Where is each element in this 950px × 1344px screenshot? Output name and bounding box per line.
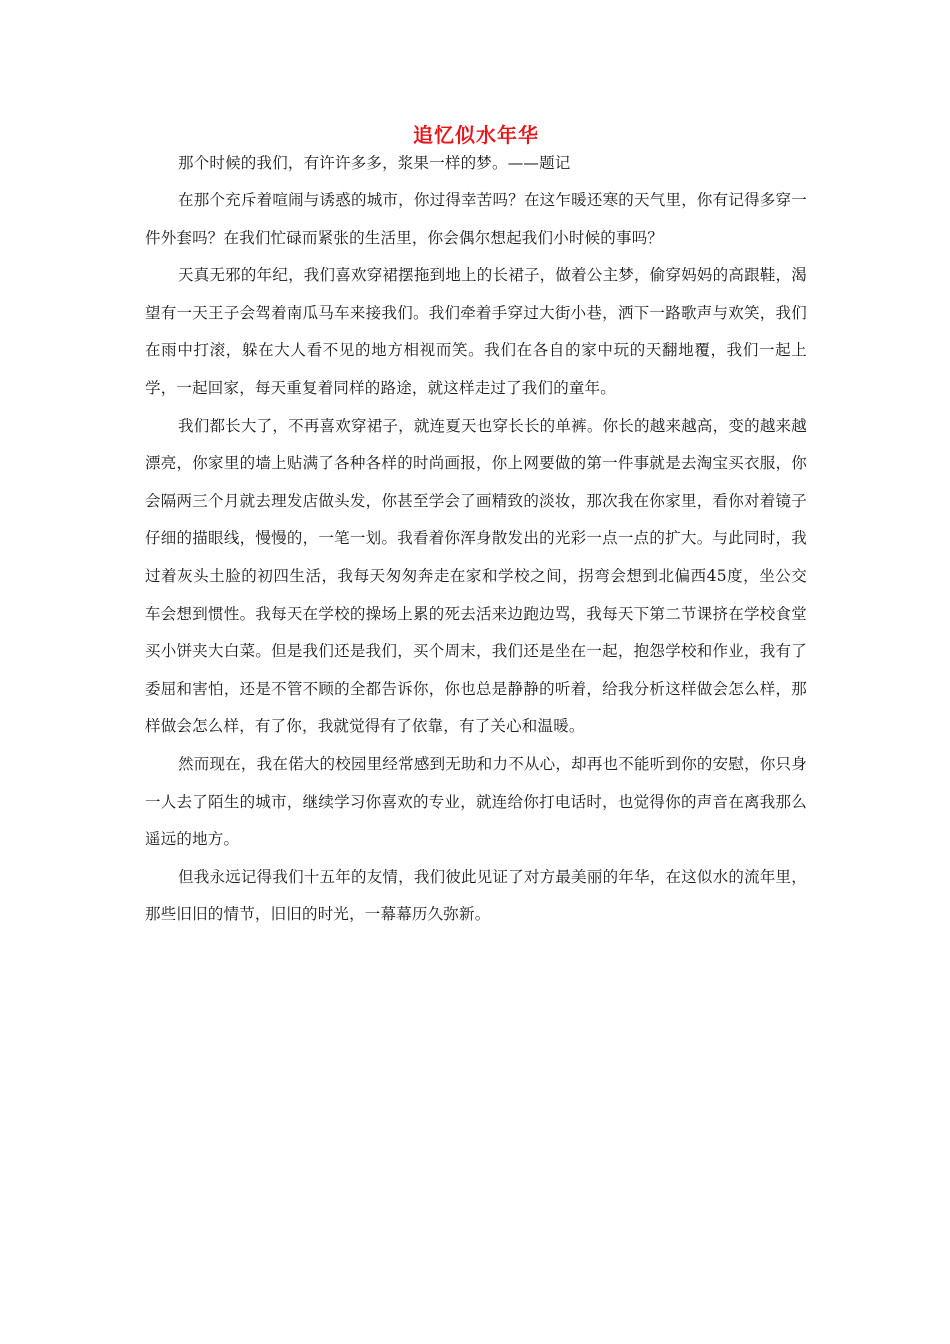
paragraph: 我们都长大了，不再喜欢穿裙子，就连夏天也穿长长的单裤。你长的越来越高，变的越来越漂亮，你家里的墙上贴满了各种各样的时尚画报，你上网要做的第一件事就是去淘宝买衣服，你会隔两三个月就去理发店做头发，你甚至学会了画精致的淡妆，那次我在你家里，看你对着镜子仔细的描眼线，慢慢的，一笔一划。我看着你浑身散发出的光彩一点一点的扩大。与此同时，我过着灰头土脸的初四生活，我每天匆匆奔走在家和学校之间，拐弯会想到北偏西45度，坐公交车会想到惯性。我每天在学校的操场上累的死去活来边跑边骂，我每天下第二节课挤在学校食堂买小饼夹大白菜。但是我们还是我们，买个周末，我们还是坐在一起，抱怨学校和作业，我有了委屈和害怕，还是不管不顾的全都告诉你，你也总是静静的听着，给我分析这样做会怎么样，那样做会怎么样，有了你，我就觉得有了依靠，有了关心和温暖。	[145, 416, 807, 736]
epigraph: 那个时候的我们，有许许多多，浆果一样的梦。——题记	[178, 154, 571, 172]
article-title: 追忆似水年华	[413, 123, 539, 147]
article-body	[145, 118, 807, 934]
paragraph: 然而现在，我在偌大的校园里经常感到无助和力不从心，却再也不能听到你的安慰，你只身一人去了陌生的城市，继续学习你喜欢的专业，就连给你打电话时，也觉得你的声音在离我那么遥远的地方。	[145, 754, 807, 849]
paragraph: 天真无邪的年纪，我们喜欢穿裙摆拖到地上的长裙子，做着公主梦，偷穿妈妈的高跟鞋，渴望有一天王子会驾着南瓜马车来接我们。我们牵着手穿过大街小巷，洒下一路歌声与欢笑，我们在雨中打滚，躲在大人看不见的地方相视而笑。我们在各自的家中玩的天翻地覆，我们一起上学，一起回家，每天重复着同样的路途，就这样走过了我们的童年。	[145, 266, 807, 397]
paragraph: 但我永远记得我们十五年的友情，我们彼此见证了对方最美丽的年华，在这似水的流年里，那些旧旧的情节，旧旧的时光，一幕幕历久弥新。	[145, 867, 807, 924]
paragraph: 在那个充斥着喧闹与诱惑的城市，你过得幸苦吗？在这乍暖还寒的天气里，你有记得多穿一件外套吗？在我们忙碌而紧张的生活里，你会偶尔想起我们小时候的事吗？	[145, 191, 807, 247]
